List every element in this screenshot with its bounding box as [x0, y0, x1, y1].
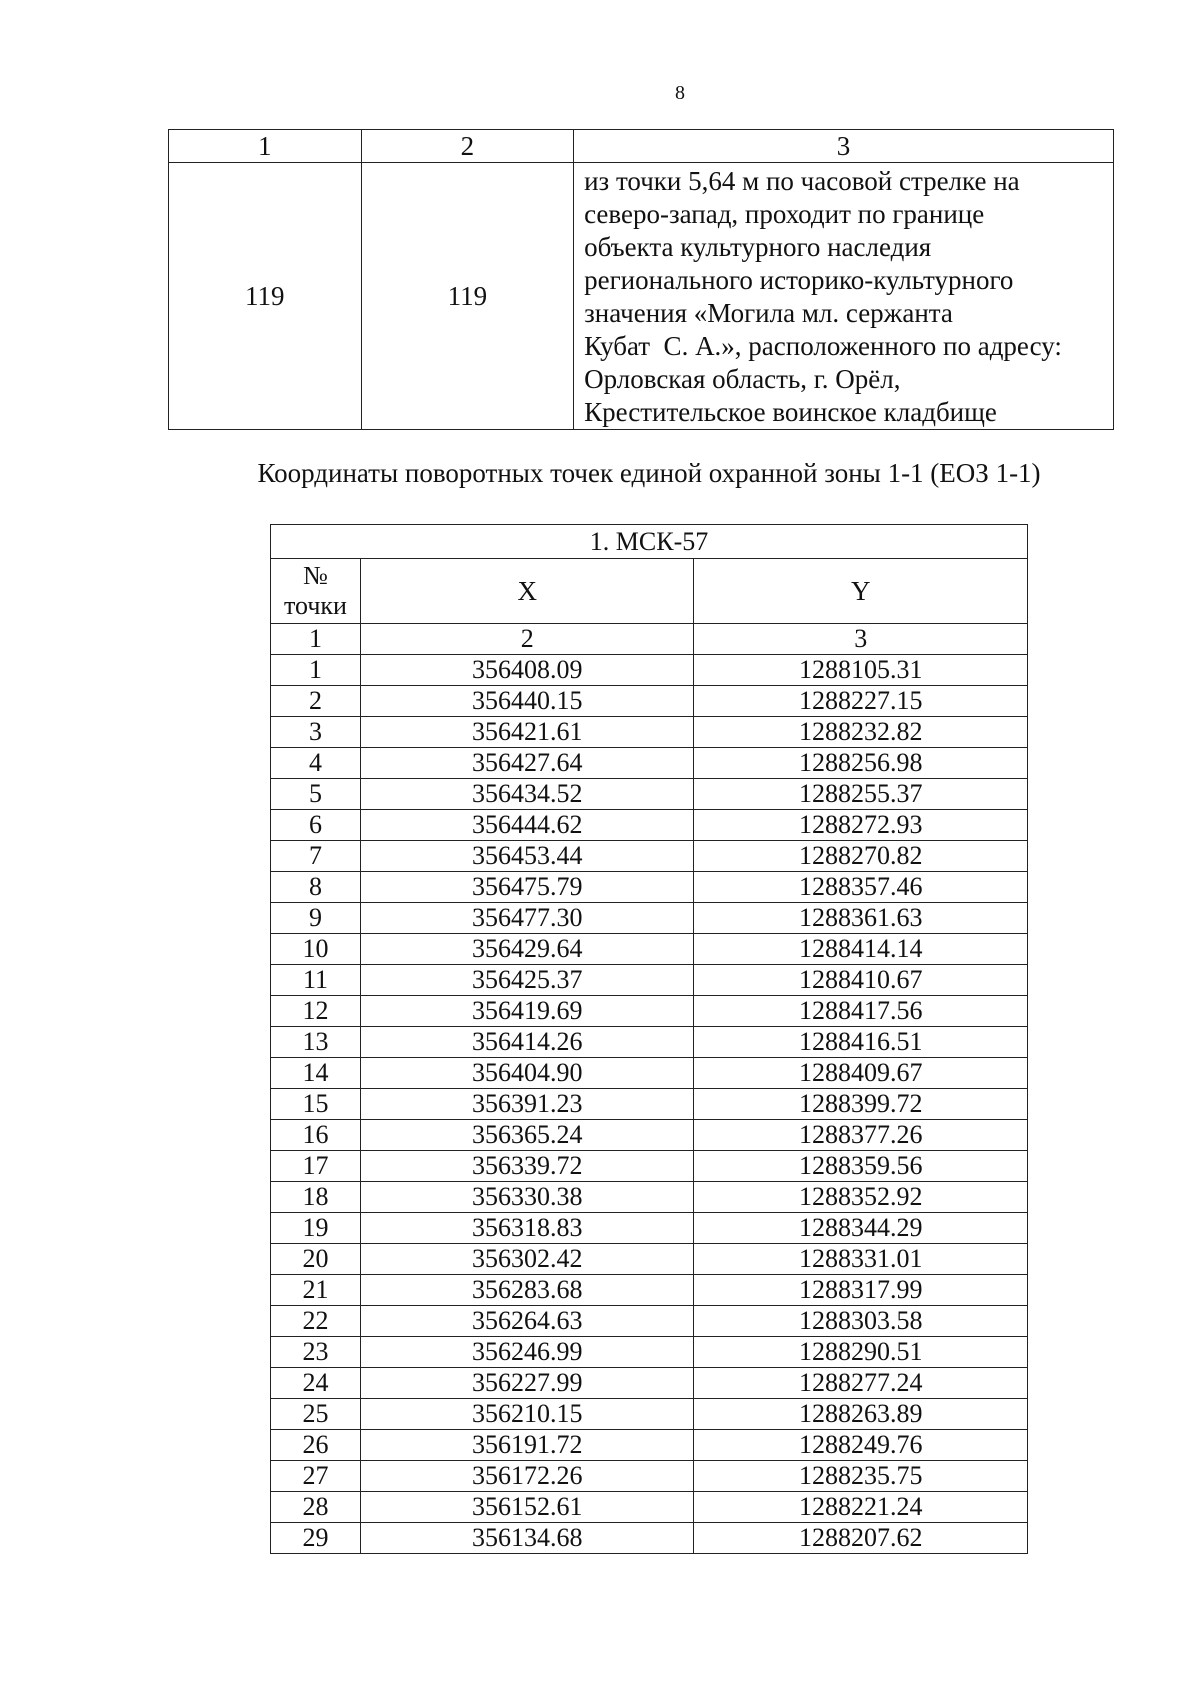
- y-coordinate: 1288256.98: [694, 748, 1028, 779]
- point-number: 11: [271, 965, 361, 996]
- point-number: 21: [271, 1275, 361, 1306]
- point-number: 26: [271, 1430, 361, 1461]
- point-number: 25: [271, 1399, 361, 1430]
- description-table-row: [169, 163, 1114, 430]
- x-coordinate: 356440.15: [360, 686, 694, 717]
- y-coordinate: 1288416.51: [694, 1027, 1028, 1058]
- x-coordinate: 356444.62: [360, 810, 694, 841]
- description-line: северо-запад, проходит по границе: [584, 199, 985, 229]
- description-line: Кубат С. А.», расположенного по адресу:: [584, 331, 1062, 361]
- table-row: [271, 1523, 1028, 1554]
- column-number-2: 2: [360, 624, 694, 655]
- coordinates-body: [271, 655, 1028, 1554]
- x-coordinate: 356172.26: [360, 1461, 694, 1492]
- table-row: [271, 841, 1028, 872]
- x-coordinate: 356425.37: [360, 965, 694, 996]
- point-number: 16: [271, 1120, 361, 1151]
- x-coordinate: 356429.64: [360, 934, 694, 965]
- x-coordinate: 356427.64: [360, 748, 694, 779]
- y-coordinate: 1288227.15: [694, 686, 1028, 717]
- column-number-3: 3: [694, 624, 1028, 655]
- x-coordinate: 356191.72: [360, 1430, 694, 1461]
- y-coordinate: 1288317.99: [694, 1275, 1028, 1306]
- table-row: [271, 748, 1028, 779]
- description-table: [168, 129, 1114, 430]
- next-point-number-cell: 119: [361, 163, 574, 430]
- table-row: [271, 1399, 1028, 1430]
- table-row: [271, 779, 1028, 810]
- point-number: 15: [271, 1089, 361, 1120]
- table-row: [271, 1058, 1028, 1089]
- point-number: 1: [271, 655, 361, 686]
- description-line: значения «Могила мл. сержанта: [584, 298, 953, 328]
- x-coordinate: 356421.61: [360, 717, 694, 748]
- column-number-2: 2: [361, 130, 574, 163]
- column-number-1: 1: [169, 130, 362, 163]
- x-coordinate: 356134.68: [360, 1523, 694, 1554]
- table-row: [271, 1492, 1028, 1523]
- point-number: 17: [271, 1151, 361, 1182]
- table-row: [271, 1151, 1028, 1182]
- boundary-description-cell: [574, 163, 1114, 430]
- point-number: 13: [271, 1027, 361, 1058]
- coordinates-table: [270, 524, 1028, 1554]
- point-number: 19: [271, 1213, 361, 1244]
- column-number-1: 1: [271, 624, 361, 655]
- x-coordinate: 356419.69: [360, 996, 694, 1027]
- point-number: 28: [271, 1492, 361, 1523]
- y-coordinate: 1288207.62: [694, 1523, 1028, 1554]
- table-row: [271, 1089, 1028, 1120]
- point-number: 4: [271, 748, 361, 779]
- y-coordinate: 1288414.14: [694, 934, 1028, 965]
- point-number: 6: [271, 810, 361, 841]
- point-number: 10: [271, 934, 361, 965]
- x-header: X: [360, 559, 694, 624]
- point-number: 7: [271, 841, 361, 872]
- page-number: 8: [675, 82, 685, 104]
- x-coordinate: 356404.90: [360, 1058, 694, 1089]
- y-coordinate: 1288303.58: [694, 1306, 1028, 1337]
- point-number: 22: [271, 1306, 361, 1337]
- y-coordinate: 1288249.76: [694, 1430, 1028, 1461]
- point-number: 29: [271, 1523, 361, 1554]
- number-sign: №: [303, 561, 328, 590]
- point-number: 14: [271, 1058, 361, 1089]
- y-coordinate: 1288352.92: [694, 1182, 1028, 1213]
- x-coordinate: 356264.63: [360, 1306, 694, 1337]
- point-number: 3: [271, 717, 361, 748]
- x-coordinate: 356227.99: [360, 1368, 694, 1399]
- point-number-cell: 119: [169, 163, 362, 430]
- y-coordinate: 1288357.46: [694, 872, 1028, 903]
- x-coordinate: 356152.61: [360, 1492, 694, 1523]
- y-coordinate: 1288255.37: [694, 779, 1028, 810]
- y-coordinate: 1288359.56: [694, 1151, 1028, 1182]
- x-coordinate: 356477.30: [360, 903, 694, 934]
- description-table-header-row: [169, 130, 1114, 163]
- table-row: [271, 1213, 1028, 1244]
- y-coordinate: 1288105.31: [694, 655, 1028, 686]
- y-coordinate: 1288331.01: [694, 1244, 1028, 1275]
- table-row: [271, 872, 1028, 903]
- y-coordinate: 1288399.72: [694, 1089, 1028, 1120]
- y-coordinate: 1288410.67: [694, 965, 1028, 996]
- table-row: [271, 1368, 1028, 1399]
- x-coordinate: 356330.38: [360, 1182, 694, 1213]
- table-row: [271, 1430, 1028, 1461]
- table-row: [271, 903, 1028, 934]
- point-number: 2: [271, 686, 361, 717]
- table-row: [271, 934, 1028, 965]
- point-number-header: [271, 559, 361, 624]
- x-coordinate: 356391.23: [360, 1089, 694, 1120]
- x-coordinate: 356434.52: [360, 779, 694, 810]
- point-number: 23: [271, 1337, 361, 1368]
- table-row: [271, 810, 1028, 841]
- y-coordinate: 1288344.29: [694, 1213, 1028, 1244]
- coordinates-caption: Координаты поворотных точек единой охранной зоны 1-1 (ЕОЗ 1-1): [257, 458, 1041, 488]
- description-line: Крестительское воинское кладбище: [584, 397, 997, 427]
- table-row: [271, 1337, 1028, 1368]
- y-coordinate: 1288263.89: [694, 1399, 1028, 1430]
- table-row: [271, 965, 1028, 996]
- description-line: из точки 5,64 м по часовой стрелке на: [584, 166, 1020, 196]
- coordinate-system-label: 1. МСК-57: [271, 525, 1028, 559]
- point-number: 27: [271, 1461, 361, 1492]
- x-coordinate: 356365.24: [360, 1120, 694, 1151]
- column-numbers-row: [271, 624, 1028, 655]
- table-row: [271, 1244, 1028, 1275]
- y-header: Y: [694, 559, 1028, 624]
- description-line: Орловская область, г. Орёл,: [584, 364, 901, 394]
- y-coordinate: 1288270.82: [694, 841, 1028, 872]
- x-coordinate: 356210.15: [360, 1399, 694, 1430]
- point-word: точки: [283, 591, 347, 620]
- y-coordinate: 1288417.56: [694, 996, 1028, 1027]
- y-coordinate: 1288232.82: [694, 717, 1028, 748]
- x-coordinate: 356475.79: [360, 872, 694, 903]
- point-number: 20: [271, 1244, 361, 1275]
- table-row: [271, 1027, 1028, 1058]
- point-number: 12: [271, 996, 361, 1027]
- x-coordinate: 356414.26: [360, 1027, 694, 1058]
- table-row: [271, 717, 1028, 748]
- table-row: [271, 655, 1028, 686]
- x-coordinate: 356408.09: [360, 655, 694, 686]
- table-row: [271, 1275, 1028, 1306]
- table-row: [271, 996, 1028, 1027]
- y-coordinate: 1288361.63: [694, 903, 1028, 934]
- point-number: 5: [271, 779, 361, 810]
- point-number: 18: [271, 1182, 361, 1213]
- table-row: [271, 1306, 1028, 1337]
- table-row: [271, 1461, 1028, 1492]
- y-coordinate: 1288235.75: [694, 1461, 1028, 1492]
- x-coordinate: 356283.68: [360, 1275, 694, 1306]
- y-coordinate: 1288377.26: [694, 1120, 1028, 1151]
- x-coordinate: 356453.44: [360, 841, 694, 872]
- coordinate-system-row: [271, 525, 1028, 559]
- description-line: регионального историко-культурного: [584, 265, 1014, 295]
- table-row: [271, 686, 1028, 717]
- y-coordinate: 1288221.24: [694, 1492, 1028, 1523]
- y-coordinate: 1288409.67: [694, 1058, 1028, 1089]
- point-number: 9: [271, 903, 361, 934]
- x-coordinate: 356318.83: [360, 1213, 694, 1244]
- x-coordinate: 356302.42: [360, 1244, 694, 1275]
- y-coordinate: 1288272.93: [694, 810, 1028, 841]
- column-number-3: 3: [574, 130, 1114, 163]
- y-coordinate: 1288290.51: [694, 1337, 1028, 1368]
- table-row: [271, 1120, 1028, 1151]
- table-row: [271, 1182, 1028, 1213]
- coordinates-header-row: [271, 559, 1028, 624]
- x-coordinate: 356339.72: [360, 1151, 694, 1182]
- point-number: 24: [271, 1368, 361, 1399]
- y-coordinate: 1288277.24: [694, 1368, 1028, 1399]
- point-number: 8: [271, 872, 361, 903]
- x-coordinate: 356246.99: [360, 1337, 694, 1368]
- description-line: объекта культурного наследия: [584, 232, 932, 262]
